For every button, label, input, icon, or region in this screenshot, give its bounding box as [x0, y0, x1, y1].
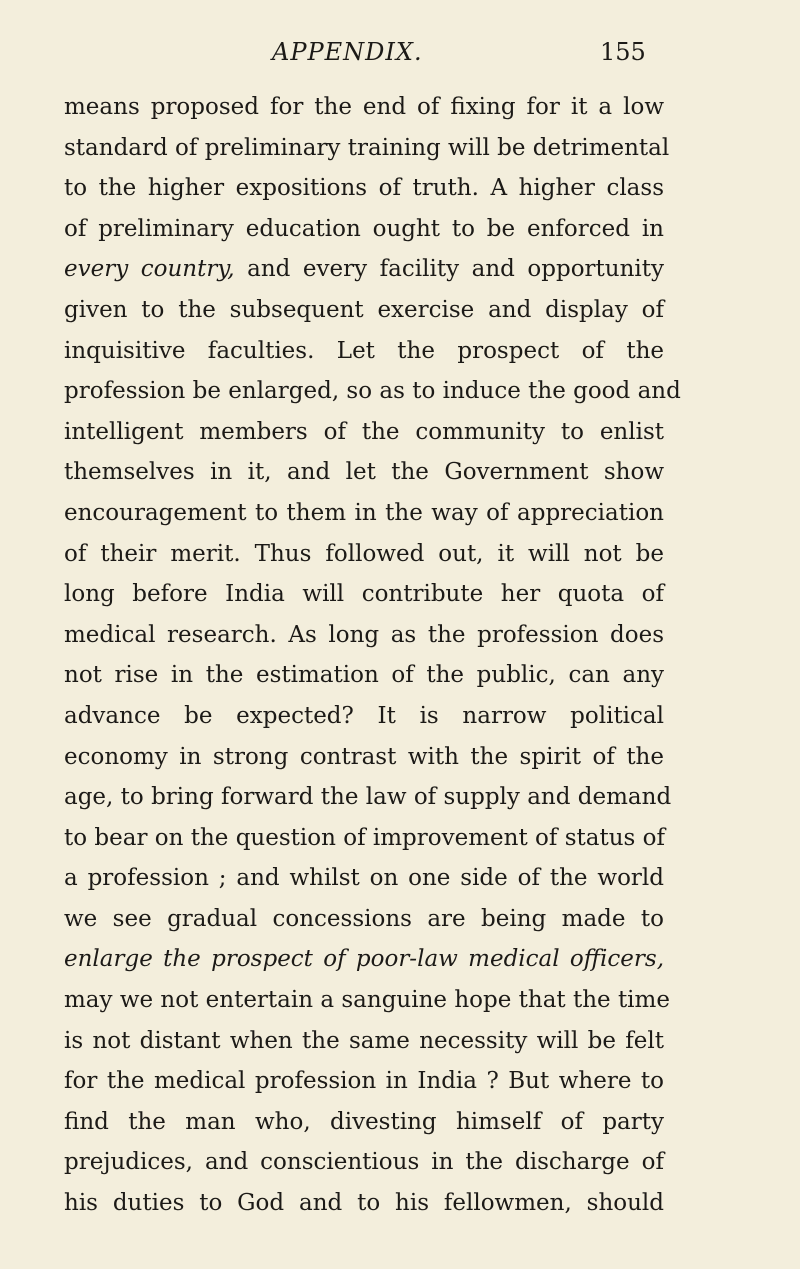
page-header: [0, 38, 800, 78]
italic-phrase: enlarge the prospect of poor-law medical officers,: [64, 946, 664, 973]
text-line: advance be expected? It is narrow political: [64, 702, 664, 729]
page-number: 155: [600, 38, 646, 66]
text-line: long before India will contribute her quota of: [64, 581, 664, 608]
text-line: a profession ; and whilst on one side of the world: [64, 865, 664, 892]
text-line: not rise in the estimation of the public, can any: [64, 662, 664, 689]
text-line: given to the subsequent exercise and display of: [64, 296, 664, 323]
text-line: [64, 249, 664, 290]
body-text: [64, 87, 681, 1224]
italic-phrase: every country,: [64, 256, 235, 283]
running-head: APPENDIX.: [272, 38, 423, 66]
text-line: intelligent members of the community to enlist: [64, 418, 664, 445]
text-line: means proposed for the end of fixing for it a low: [64, 94, 664, 120]
text-line: economy in strong contrast with the spirit of the: [64, 743, 664, 770]
text-line: is not distant when the same necessity will be felt: [64, 1027, 664, 1054]
text-line: [64, 939, 664, 980]
text-line: of preliminary education ought to be enforced in: [64, 215, 664, 242]
text-line: profession be enlarged, so as to induce the good and: [64, 378, 681, 405]
text-line: we see gradual concessions are being made to: [64, 905, 664, 932]
text-line: medical research. As long as the profession does: [64, 621, 664, 648]
text-line: of their merit. Thus followed out, it will not be: [64, 540, 664, 567]
text-line: may we not entertain a sanguine hope that the time: [64, 987, 670, 1014]
text-line: standard of preliminary training will be detrimental: [64, 134, 670, 161]
text-line: age, to bring forward the law of supply and demand: [64, 784, 672, 811]
text-line: to bear on the question of improvement of status of: [64, 824, 665, 851]
text-line: his duties to God and to his fellowmen, should: [64, 1190, 664, 1217]
text-fragment: and every facility and opportunity: [234, 256, 665, 283]
text-line: for the medical profession in India ? But where to: [64, 1068, 664, 1095]
text-line: encouragement to them in the way of appreciation: [64, 499, 664, 526]
text-line: prejudices, and conscientious in the discharge of: [64, 1149, 664, 1176]
text-line: find the man who, divesting himself of party: [64, 1108, 664, 1135]
text-line: themselves in it, and let the Government show: [64, 459, 664, 486]
text-line: to the higher expositions of truth. A higher class: [64, 175, 664, 202]
text-line: inquisitive faculties. Let the prospect of the: [64, 337, 664, 364]
